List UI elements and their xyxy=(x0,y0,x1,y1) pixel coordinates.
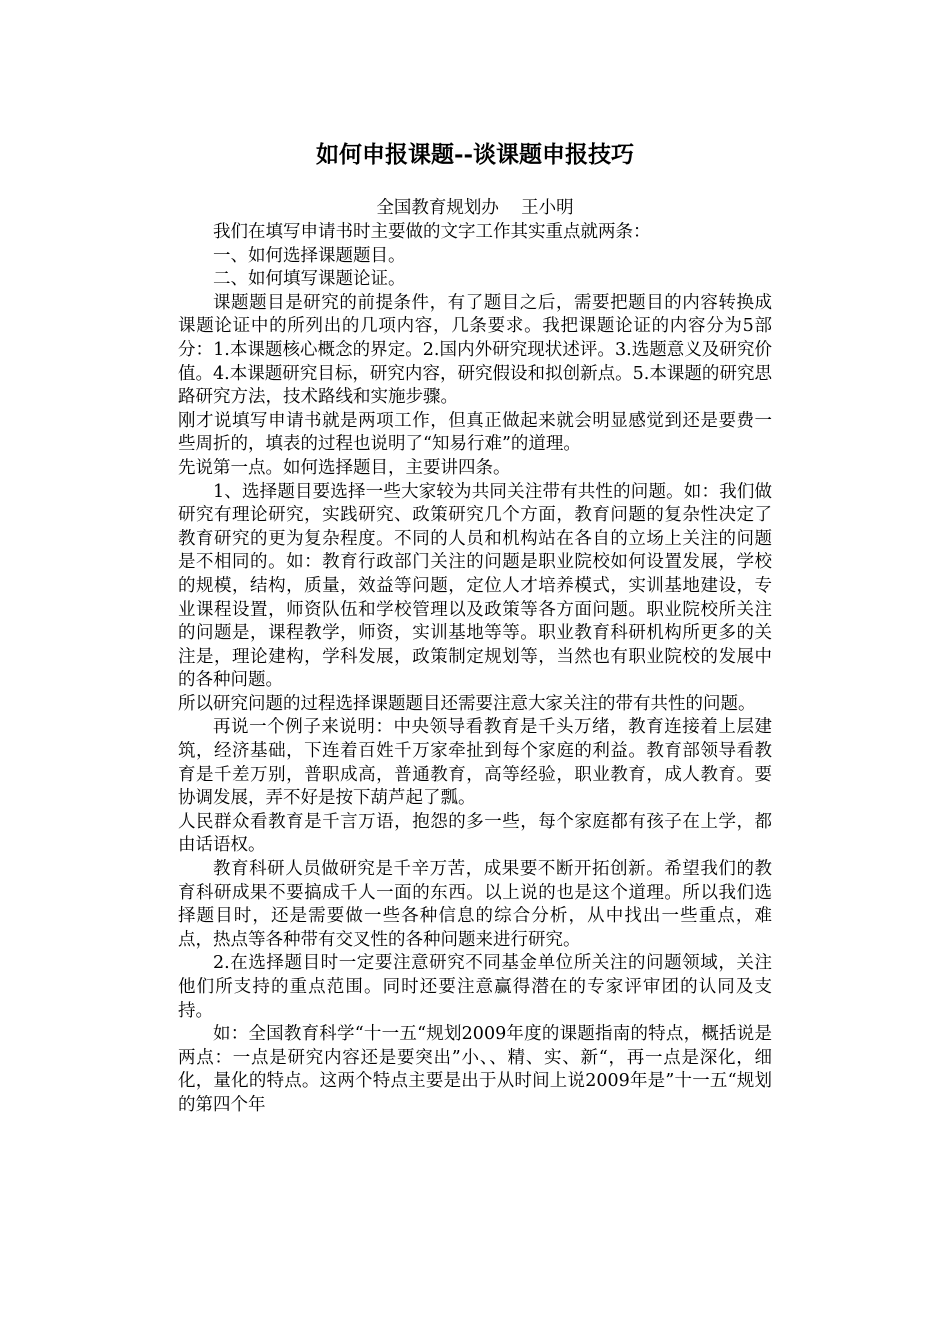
body-paragraph: 再说一个例子来说明：中央领导看教育是千头万绪，教育连接着上层建筑，经济基础，下连着百姓千万家牵扯到每个家庭的利益。教育部领导看教育是千差万别，普职成高，普通教育，高等经验，职业教育，成人教育。要协调发展，弄不好是按下葫芦起了瓢。 xyxy=(178,717,772,809)
body-paragraph: 先说第一点。如何选择题目，主要讲四条。 xyxy=(178,457,511,478)
document-body xyxy=(178,221,772,1118)
body-paragraph: 二、如何填写课题论证。 xyxy=(213,269,406,290)
body-paragraph: 所以研究问题的过程选择课题题目还需要注意大家关注的带有共性的问题。 xyxy=(178,693,756,714)
body-paragraph: 1、选择题目要选择一些大家较为共同关注带有共性的问题。如：我们做研究有理论研究，实践研究、政策研究几个方面，教育问题的复杂性决定了教育研究的更为复杂程度。不同的人员和机构站在各自的立场上关注的问题是不相同的。如：教育行政部门关注的问题是职业院校如何设置发展，学校的规模，结构，质量，效益等问题，定位人才培养模式，实训基地建设，专业课程设置，师资队伍和学校管理以及政策等各方面问题。职业院校所关注的问题是，课程教学，师资，实训基地等等。职业教育科研机构所更多的关注是，理论建构，学科发展，政策制定规划等，当然也有职业院校的发展中的各种问题。 xyxy=(178,481,772,691)
body-paragraph: 我们在填写申请书时主要做的文字工作其实重点就两条： xyxy=(213,222,651,242)
author-byline: 全国教育规划办 王小明 xyxy=(376,198,574,218)
body-paragraph: 2.在选择题目时一定要注意研究不同基金单位所关注的问题领域，关注他们所支持的重点范围。同时还要注意赢得潜在的专家评审团的认同及支持。 xyxy=(178,953,772,1021)
body-paragraph: 课题题目是研究的前提条件，有了题目之后，需要把题目的内容转换成课题论证中的所列出的几项内容，几条要求。我把课题论证的内容分为5部分：1.本课题核心概念的界定。2.国内外研究现状述评。3.选题意义及研究价值。4.本课题研究目标，研究内容，研究假设和拟创新点。5.本课题的研究思路研究方法，技术路线和实施步骤。 xyxy=(178,292,772,408)
body-paragraph: 刚才说填写申请书就是两项工作，但真正做起来就会明显感觉到还是要费一些周折的，填表的过程也说明了“知易行难”的道理。 xyxy=(178,410,772,455)
body-paragraph: 教育科研人员做研究是千辛万苦，成果要不断开拓创新。希望我们的教育科研成果不要搞成千人一面的东西。以上说的也是这个道理。所以我们选择题目时，还是需要做一些各种信息的综合分析，从中找出一些重点，难点，热点等各种带有交叉性的各种问题来进行研究。 xyxy=(178,859,772,950)
body-paragraph: 如：全国教育科学“十一五“规划2009年度的课题指南的特点，概括说是两点：一点是研究内容还是要突出”小、、精、实、新“，再一点是深化，细化，量化的特点。这两个特点主要是出于从时间上说2009年是”十一五“规划的第四个年 xyxy=(178,1024,772,1115)
document-title: 如何申报课题--谈课题申报技巧 xyxy=(315,141,635,168)
body-paragraph: 一、如何选择课题题目。 xyxy=(213,245,406,266)
body-paragraph: 人民群众看教育是千言万语，抱怨的多一些，每个家庭都有孩子在上学，都由话语权。 xyxy=(178,811,772,856)
